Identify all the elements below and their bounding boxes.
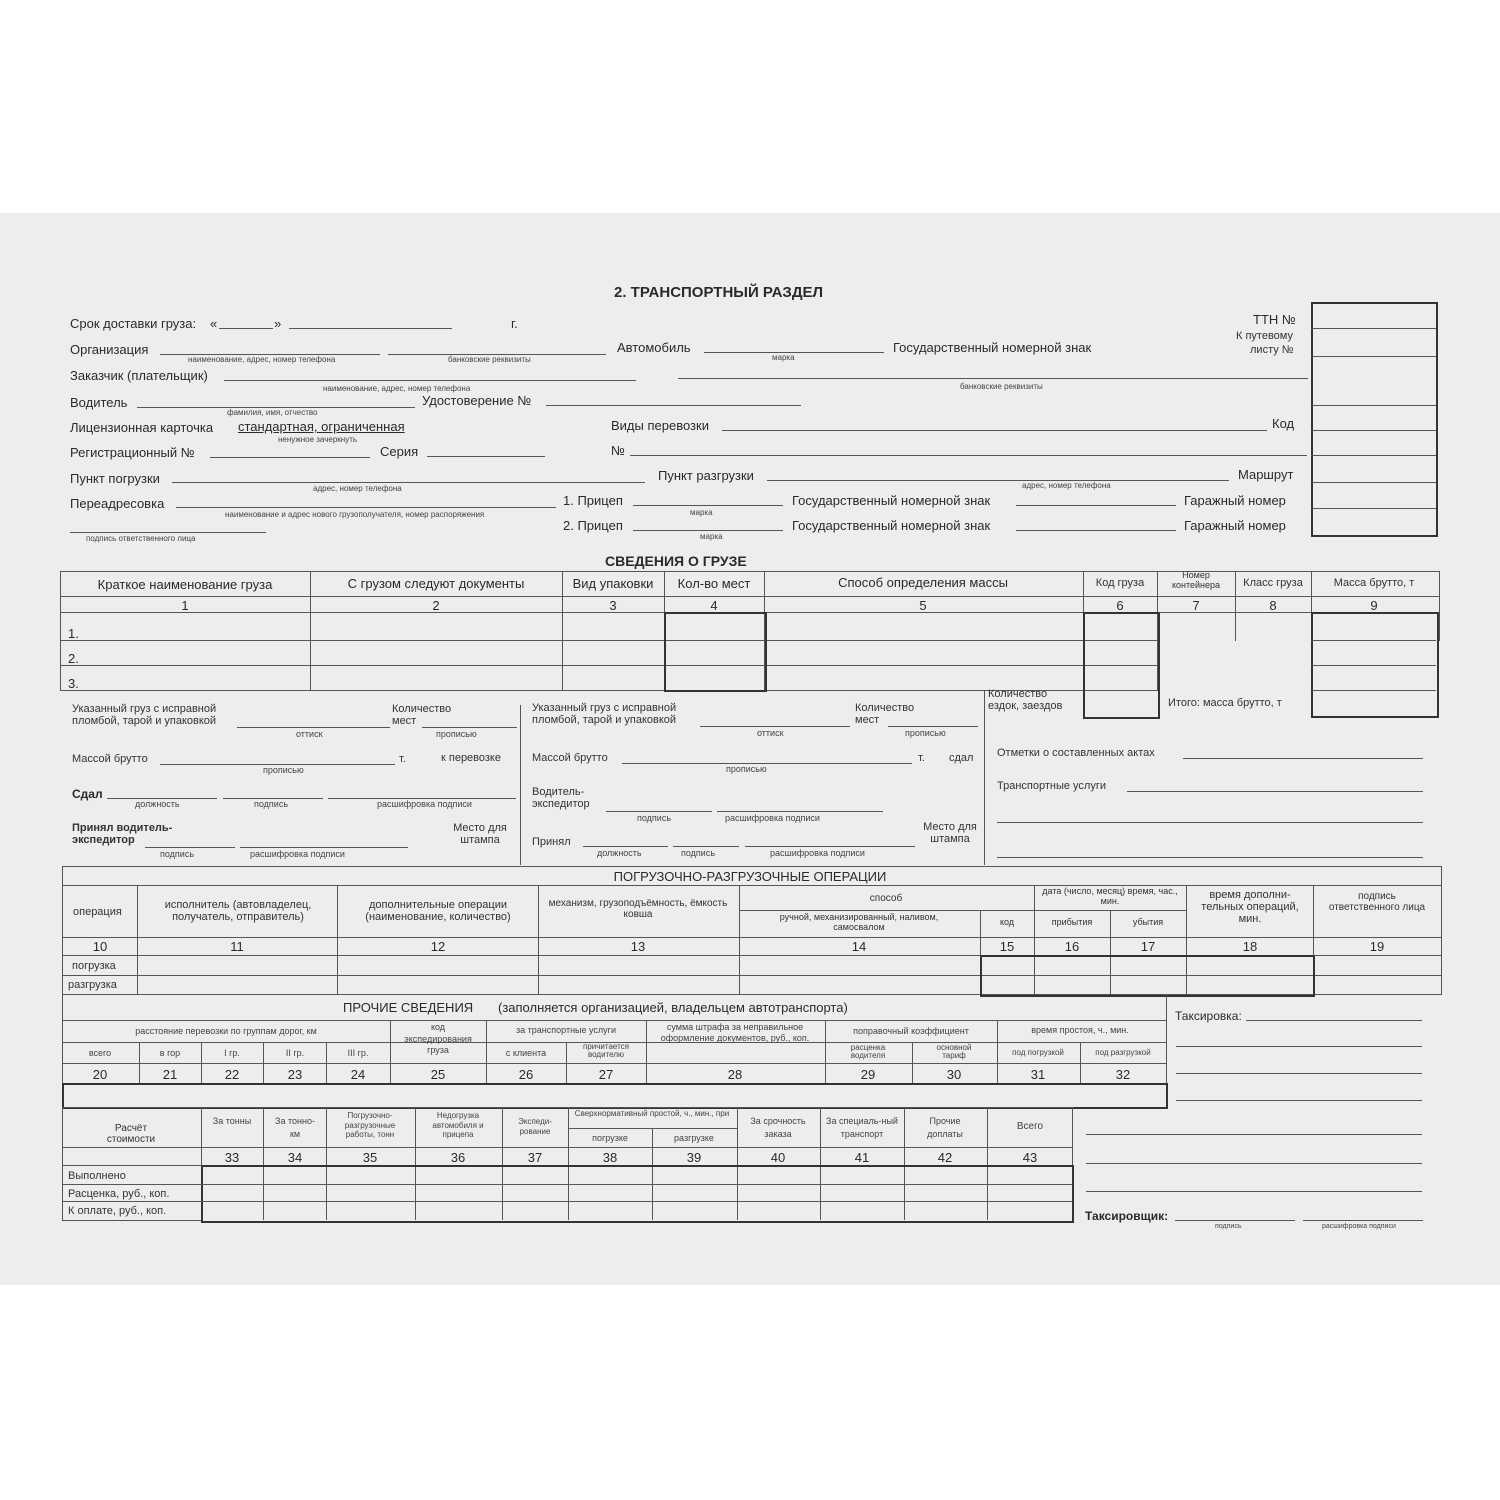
cargo-row-3: 3. xyxy=(68,676,79,691)
trailer1-plate-label: Государственный номерной знак xyxy=(792,493,991,508)
route-label: Маршрут xyxy=(1238,467,1294,482)
trailer2-field[interactable] xyxy=(633,530,783,531)
to-waybill-label: К путевому xyxy=(1236,330,1293,342)
taxation-field[interactable] xyxy=(1246,1020,1422,1021)
row-done: Выполнено xyxy=(68,1170,126,1182)
transport-services-label: Транспортные услуги xyxy=(997,780,1107,792)
taxer-sign-field[interactable] xyxy=(1175,1220,1295,1221)
trailer2-garage-label: Гаражный номер xyxy=(1184,518,1286,533)
left-imprint-field[interactable] xyxy=(237,727,390,728)
forwarder-sign-field[interactable] xyxy=(606,811,712,812)
page-title: 2. ТРАНСПОРТНЫЙ РАЗДЕЛ xyxy=(614,284,824,301)
cargo-h5: Способ определения массы xyxy=(838,575,1008,590)
delivery-day-field[interactable] xyxy=(219,328,273,329)
trailer1-plate-field[interactable] xyxy=(1016,505,1176,506)
reg-no-label: Регистрационный № xyxy=(70,445,195,460)
right-places-field[interactable] xyxy=(888,726,978,727)
transport-types-field[interactable] xyxy=(722,430,1267,431)
row-rate: Расценка, руб., коп. xyxy=(68,1188,170,1200)
transport-types-label: Виды перевозки xyxy=(611,418,709,433)
trailer2-plate-field[interactable] xyxy=(1016,530,1176,531)
driver-label: Водитель xyxy=(70,395,128,410)
ttn-code-box[interactable] xyxy=(1311,302,1438,537)
taxer-decode-field[interactable] xyxy=(1303,1220,1423,1221)
accepted2-position-field[interactable] xyxy=(583,846,668,847)
accepted2-decode-field[interactable] xyxy=(745,846,915,847)
cargo-h1: Краткое наименование груза xyxy=(97,577,273,592)
accepted2-sign-field[interactable] xyxy=(673,846,739,847)
delivery-term-label: Срок доставки груза: xyxy=(70,316,197,331)
loading-ops-title: ПОГРУЗОЧНО-РАЗГРУЗОЧНЫЕ ОПЕРАЦИИ xyxy=(613,869,887,884)
number-field[interactable] xyxy=(630,455,1307,456)
cargo-h2: С грузом следуют документы xyxy=(347,576,525,591)
delivery-month-field[interactable] xyxy=(289,328,452,329)
readdress-label: Переадресовка xyxy=(70,496,165,511)
trips-label: Количество ездок, заездов xyxy=(988,688,1063,713)
other-title: ПРОЧИЕ СВЕДЕНИЯ xyxy=(343,1000,474,1015)
row-loading: погрузка xyxy=(72,960,116,972)
cargo-h6: Код груза xyxy=(1095,577,1145,589)
forwarder-decode-field[interactable] xyxy=(717,811,883,812)
trailer1-label: 1. Прицеп xyxy=(563,493,623,508)
cargo-h9: Масса брутто, т xyxy=(1333,577,1415,589)
certificate-label: Удостоверение № xyxy=(422,393,532,408)
gov-plate-label: Государственный номерной знак xyxy=(893,340,1092,355)
accepted-decode-field[interactable] xyxy=(240,847,408,848)
row-unloading: разгрузка xyxy=(68,979,117,991)
cargo-code-box[interactable] xyxy=(1083,612,1160,719)
cargo-h8: Класс груза xyxy=(1243,577,1303,589)
other-values-box[interactable] xyxy=(62,1083,1168,1109)
taxation-label: Таксировка: xyxy=(1175,1009,1242,1023)
number-label: № xyxy=(611,443,625,458)
right-mass-field[interactable] xyxy=(622,763,912,764)
cargo-h4: Кол-во мест xyxy=(677,576,751,591)
ttn-label: ТТН № xyxy=(1253,312,1296,327)
left-places-field[interactable] xyxy=(422,727,517,728)
transport-services-field[interactable] xyxy=(1127,791,1423,792)
cargo-h7: Номер контейнера xyxy=(1171,570,1221,590)
organization-label: Организация xyxy=(70,342,149,357)
license-card-values[interactable]: стандартная, ограниченная xyxy=(238,419,405,434)
trailer1-garage-label: Гаражный номер xyxy=(1184,493,1286,508)
customer-bank-field[interactable] xyxy=(678,378,1308,379)
license-card-label: Лицензионная карточка xyxy=(70,420,214,435)
cargo-h3: Вид упаковки xyxy=(572,576,654,591)
code-label: Код xyxy=(1272,416,1295,431)
taxer-label: Таксировщик: xyxy=(1085,1209,1169,1223)
certificate-field[interactable] xyxy=(546,405,801,406)
ops-time-box[interactable] xyxy=(980,955,1315,997)
trailer2-label: 2. Прицеп xyxy=(563,518,623,533)
unloading-point-field[interactable] xyxy=(767,480,1229,481)
series-field[interactable] xyxy=(427,456,545,457)
acts-notes-field[interactable] xyxy=(1183,758,1423,759)
to-waybill-label-2: листу № xyxy=(1250,344,1294,356)
cargo-row-2: 2. xyxy=(68,651,79,666)
customer-field[interactable] xyxy=(224,380,636,381)
trailer1-field[interactable] xyxy=(633,505,783,506)
right-imprint-field[interactable] xyxy=(700,726,850,727)
loading-point-label: Пункт погрузки xyxy=(70,471,160,486)
series-label: Серия xyxy=(380,444,419,459)
trailer2-plate-label: Государственный номерной знак xyxy=(792,518,991,533)
cost-values-box[interactable] xyxy=(201,1165,1074,1223)
reg-no-field[interactable] xyxy=(210,457,370,458)
total-mass-label: Итого: масса брутто, т xyxy=(1168,697,1282,709)
places-count-box[interactable] xyxy=(664,612,767,692)
accepted-sign-field[interactable] xyxy=(145,847,235,848)
resp-sign-field[interactable] xyxy=(70,532,266,533)
loading-point-field[interactable] xyxy=(172,482,645,483)
row-to-pay: К оплате, руб., коп. xyxy=(68,1205,167,1217)
cargo-section-title: СВЕДЕНИЯ О ГРУЗЕ xyxy=(605,553,747,569)
customer-label: Заказчик (плательщик) xyxy=(70,368,208,383)
unloading-point-label: Пункт разгрузки xyxy=(658,468,754,483)
acts-notes-label: Отметки о составленных актах xyxy=(997,747,1155,759)
vehicle-label: Автомобиль xyxy=(617,340,691,355)
readdress-field[interactable] xyxy=(176,507,556,508)
cargo-row-1: 1. xyxy=(68,626,79,641)
